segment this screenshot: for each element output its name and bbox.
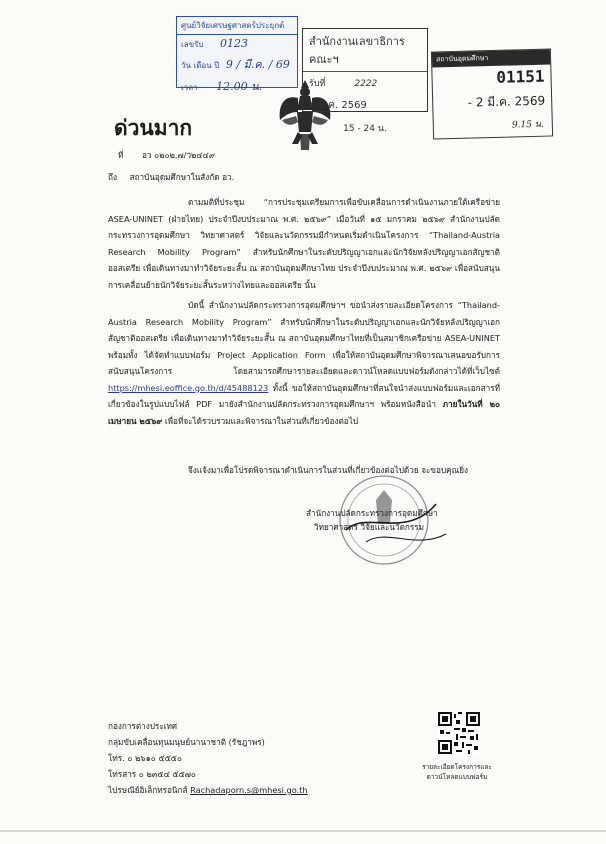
- registry-stamp-date: - 2 มี.ค. 2569: [467, 93, 546, 110]
- footer-email-label: ไปรษณีย์อิเล็กทรอนิกส์: [108, 785, 188, 795]
- office-received-stamp: [302, 28, 428, 134]
- paragraph-1-text: ตามมติที่ประชุม “การประชุมเตรียมการเพื่อขับเคลื่อนการดำเนินงานภายใต้เครือข่าย ASEA-UNINET (ฝ่ายไทย) ประจำปีงบประมาณ พ.ศ. ๒๕๖๙” เมื่อวันที่ ๑๕ มกราคม ๒๕๖๙ สำนักงานปลัดกระทรวงการอุดมศึกษา วิทยาศาสตร์ วิจัยและนวัตกรรมมีกำหนดเริ่มดำเนินโครงการ “Thailand-Austria Research Mobility Program” สำหรับนักศึกษาในระดับปริญญาเอกและนักวิจัยหลังปริญญาเอกสัญชาติออสเตรีย เพื่อเดินทางมาทำวิจัยระยะสั้น ณ สถาบันอุดมศึกษาไทย ประจำปีงบประมาณ พ.ศ. ๒๕๖๙ เพื่อสนับสนุนการเคลื่อนย้ายนักวิจัยระยะสั้นระหว่างไทยและออสเตรีย นั้น: [108, 197, 500, 290]
- receive-stamp-number: 0123: [220, 37, 249, 50]
- footer-email-row: [108, 782, 308, 798]
- receive-stamp-number-label: เลขรับ: [181, 40, 204, 49]
- office-stamp-title: สำนักงานเลขาธิการคณะฯ: [303, 29, 427, 72]
- document-number-label: ที่: [118, 150, 124, 160]
- footer-department: กองการต่างประเทศ: [108, 721, 178, 731]
- receive-stamp-number-row: [177, 35, 297, 53]
- signature-line-1: สำนักงานปลัดกระทรวงการอุดมศึกษา: [306, 508, 438, 518]
- paragraph-3-text: จึงแจ้งมาเพื่อโปรดพิจารณาดำเนินการในส่วนที่เกี่ยวข้องต่อไปด้วย จะขอบคุณยิ่ง: [188, 465, 469, 475]
- paragraph-2: [108, 297, 500, 429]
- office-stamp-time: 15 - 24 น.: [343, 124, 387, 134]
- qr-caption: [412, 762, 502, 782]
- registry-stamp: [431, 48, 553, 139]
- footer-email[interactable]: Rachadaporn.s@mhesi.go.th: [190, 785, 308, 795]
- qr-caption-line-1: รายละเอียดโครงการและ: [422, 763, 492, 771]
- addressee: [108, 172, 234, 183]
- official-seal-icon: [306, 470, 486, 570]
- receive-stamp-date-label: วัน เดือน ปี: [181, 61, 220, 70]
- footer-tel: โทร. ๐ ๒๖๑๐ ๕๕๕๐: [108, 753, 182, 763]
- registry-stamp-head: สถาบันอุดมศึกษา: [432, 49, 550, 67]
- receive-stamp-date: 9 / มี.ค. / 69: [225, 58, 290, 71]
- contact-footer: [108, 718, 308, 798]
- addressee-value: สถาบันอุดมศึกษาในสังกัด อว.: [129, 172, 235, 182]
- office-stamp-number-label: รับที่: [309, 79, 326, 89]
- receive-stamp-time-label: เวลา: [181, 83, 198, 92]
- signature-block: [306, 470, 486, 570]
- project-link[interactable]: https://mhesi.eoffice.go.th/d/45488123: [108, 382, 269, 393]
- deadline-text: ภายในวันที่ ๒๐ เมษายน ๒๕๖๙: [108, 399, 500, 426]
- office-stamp-date: 4 มี.ค. 2569: [309, 100, 367, 111]
- document-number-value: อว ๐๒๐๒.๗/ว๒๔๔๙: [142, 150, 215, 160]
- scan-edge-divider: [0, 830, 606, 832]
- paragraph-2-text-c: เพื่อที่จะได้รวบรวมและพิจารณาในส่วนที่เกี่ยวข้องต่อไป: [164, 415, 359, 426]
- receive-stamp-date-row: [177, 53, 297, 75]
- signature-line-2: วิทยาศาสตร์ วิจัยและนวัตกรรม: [314, 522, 425, 532]
- receive-stamp-time: 12.00 น.: [216, 80, 263, 93]
- footer-group: กลุ่มขับเคลื่อนทุนมนุษย์นานาชาติ (รัชฎาพร): [108, 737, 265, 747]
- paragraph-2-text-a: บัดนี้ สำนักงานปลัดกระทรวงการอุดมศึกษาฯ ขอนำส่งรายละเอียดโครงการ “Thailand-Austria Research Mobility Program” สำหรับนักศึกษาในระดับปริญญาเอกและนักวิจัยหลังปริญญาเอกสัญชาติออสเตรีย เพื่อเดินทางมาทำวิจัยระยะสั้น ณ สถาบันอุดมศึกษาไทยที่เป็นสมาชิกเครือข่าย ASEA-UNINET พร้อมทั้ง ได้จัดทำแบบฟอร์ม Project Application Form เพื่อให้สถาบันอุดมศึกษาพิจารณาเสนอขอรับการสนับสนุนโครงการ โดยสามารถศึกษารายละเอียดและดาวน์โหลดแบบฟอร์มดังกล่าวได้ที่เว็บไซต์: [108, 300, 500, 376]
- document-number: [118, 150, 215, 161]
- registry-stamp-number: 01151: [496, 66, 545, 87]
- footer-fax: โทรสาร ๐ ๒๓๕๔ ๕๕๗๐: [108, 769, 196, 779]
- qr-caption-line-2: ดาวน์โหลดแบบฟอร์ม: [426, 773, 488, 781]
- addressee-label: ถึง: [108, 172, 117, 182]
- office-stamp-number: 2222: [354, 79, 378, 89]
- receive-stamp-org: ศูนย์วิจัยเศรษฐศาสตร์ประยุกต์: [177, 17, 297, 35]
- paragraph-1: [108, 194, 500, 293]
- urgent-label: ด่วนมาก: [114, 116, 193, 140]
- office-stamp-number-row: [303, 72, 427, 94]
- registry-stamp-time: 9.15 น.: [511, 119, 544, 131]
- qr-code-icon[interactable]: [438, 712, 480, 754]
- paragraph-2-text-b: ทั้งนี้ ขอให้สถาบันอุดมศึกษาที่สนใจนำส่งแบบฟอร์มและเอกสารที่เกี่ยวข้องในรูปแบบไฟล์ PDF มายังสำนักงานปลัดกระทรวงการอุดมศึกษาฯ พร้อมหนังสือนำ: [108, 382, 500, 409]
